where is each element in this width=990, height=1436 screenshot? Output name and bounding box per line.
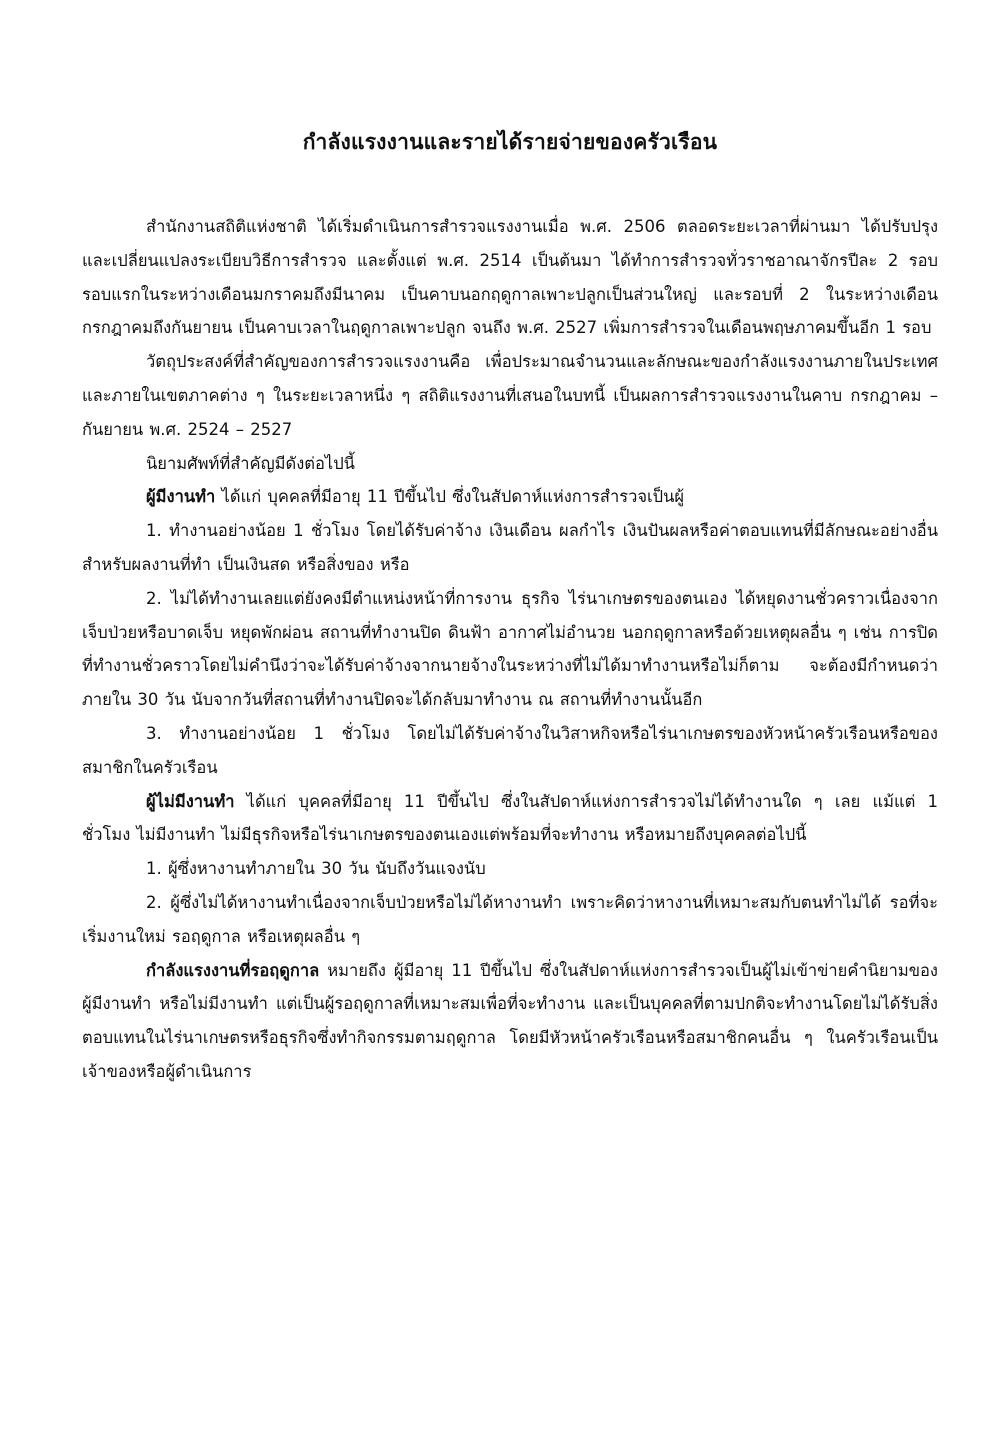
list-item-unemployed-1: 1. ผู้ซึ่งหางานทำภายใน 30 วัน นับถึงวันแจงนับ [146,859,486,879]
paragraph-survey-objective: วัตถุประสงค์ที่สำคัญของการสำรวจแรงงานคือ เพื่อประมาณจำนวนและลักษณะของกำลังแรงงานภายในประเทศ และภายในเขตภาคต่าง ๆ ในระยะเวลาหนึ่ง ๆ สถิติแรงงานที่เสนอในบทนี้ เป็นผลการสำรวจแรงงานในคาบ กรกฎาคม – กันยายน พ.ศ. 2524 – 2527 [82,352,938,439]
term-seasonal-labor: กำลังแรงงานที่รอฤดูกาล [146,960,320,980]
term-unemployed: ผู้ไม่มีงานทำ [146,791,235,811]
list-item-employed-1: 1. ทำงานอย่างน้อย 1 ชั่วโมง โดยได้รับค่าจ้าง เงินเดือน ผลกำไร เงินปันผลหรือค่าตอบแทนที่มีลักษณะอย่างอื่น สำหรับผลงานที่ทำ เป็นเงินสด หรือสิ่งของ หรือ [82,521,938,574]
paragraph-definitions-intro: นิยามศัพท์ที่สำคัญมีดังต่อไปนี้ [146,453,355,473]
definition-employed: ได้แก่ บุคคลที่มีอายุ 11 ปีขึ้นไป ซึ่งในสัปดาห์แห่งการสำรวจเป็นผู้ [215,487,685,507]
paragraph-survey-history: สำนักงานสถิติแห่งชาติ ได้เริ่มดำเนินการสำรวจแรงงานเมื่อ พ.ศ. 2506 ตลอดระยะเวลาที่ผ่านมา ได้ปรับปรุงและเปลี่ยนแปลงระเบียบวิธีการสำรวจ และตั้งแต่ พ.ศ. 2514 เป็นต้นมา ได้ทำการสำรวจทั่วราชอาณาจักรปีละ 2 รอบ รอบแรกในระหว่างเดือนมกราคมถึงมีนาคม เป็นคาบนอกฤดูกาลเพาะปลูกเป็นส่วนใหญ่ และรอบที่ 2 ในระหว่างเดือนกรกฎาคมถึงกันยายน เป็นคาบเวลาในฤดูกาลเพาะปลูก จนถึง พ.ศ. 2527 เพิ่มการสำรวจในเดือนพฤษภาคมขึ้นอีก 1 รอบ [82,217,938,338]
list-item-employed-3: 3. ทำงานอย่างน้อย 1 ชั่วโมง โดยไม่ได้รับค่าจ้างในวิสาหกิจหรือไร่นาเกษตรของหัวหน้าครัวเรือนหรือของสมาชิกในครัวเรือน [82,723,938,777]
paragraph-seasonal-definition [82,954,938,1089]
paragraph-unemployed-definition [82,785,938,853]
list-item-unemployed-2: 2. ผู้ซึ่งไม่ได้หางานทำเนื่องจากเจ็บป่วยหรือไม่ได้หางานทำ เพราะคิดว่าหางานที่เหมาะสมกับตนทำไม่ได้ รอที่จะเริ่มงานใหม่ รอฤดูกาล หรือเหตุผลอื่น ๆ [82,892,938,946]
term-employed: ผู้มีงานทำ [146,487,216,507]
paragraph-employed-definition [82,480,938,514]
document-title: กำลังแรงงานและรายได้รายจ่ายของครัวเรือน [302,130,718,154]
document-body [82,210,938,1089]
definition-unemployed: ได้แก่ บุคคลที่มีอายุ 11 ปีขึ้นไป ซึ่งในสัปดาห์แห่งการสำรวจไม่ได้ทำงานใด ๆ เลย แม้แต่ 1 ชั่วโมง ไม่มีงานทำ ไม่มีธุรกิจหรือไร่นาเกษตรของตนเองแต่พร้อมที่จะทำงาน หรือหมายถึงบุคคลต่อไปนี้ [82,791,938,845]
list-item-employed-2: 2. ไม่ได้ทำงานเลยแต่ยังคงมีตำแหน่งหน้าที่การงาน ธุรกิจ ไร่นาเกษตรของตนเอง ได้หยุดงานชั่วคราวเนื่องจากเจ็บป่วยหรือบาดเจ็บ หยุดพักผ่อน สถานที่ทำงานปิด ดินฟ้า อากาศไม่อำนวย นอกฤดูกาลหรือด้วยเหตุผลอื่น ๆ เช่น การปิดที่ทำงานชั่วคราวโดยไม่คำนึงว่าจะได้รับค่าจ้างจากนายจ้างในระหว่างที่ไม่ได้มาทำงานหรือไม่ก็ตาม จะต้องมีกำหนดว่า ภายใน 30 วัน นับจากวันที่สถานที่ทำงานปิดจะได้กลับมาทำงาน ณ สถานที่ทำงานนั้นอีก [82,588,938,710]
definition-seasonal-labor: หมายถึง ผู้มีอายุ 11 ปีขึ้นไป ซึ่งในสัปดาห์แห่งการสำรวจเป็นผู้ไม่เข้าข่ายคำนิยามของผู้มีงานทำ หรือไม่มีงานทำ แต่เป็นผู้รอฤดูกาลที่เหมาะสมเพื่อที่จะทำงาน และเป็นบุคคลที่ตามปกติจะทำงานโดยไม่ได้รับสิ่งตอบแทนในไร่นาเกษตรหรือธุรกิจซึ่งทำกิจกรรมตามฤดูกาล โดยมีหัวหน้าครัวเรือนหรือสมาชิกคนอื่น ๆ ในครัวเรือนเป็นเจ้าของหรือผู้ดำเนินการ [82,960,938,1081]
